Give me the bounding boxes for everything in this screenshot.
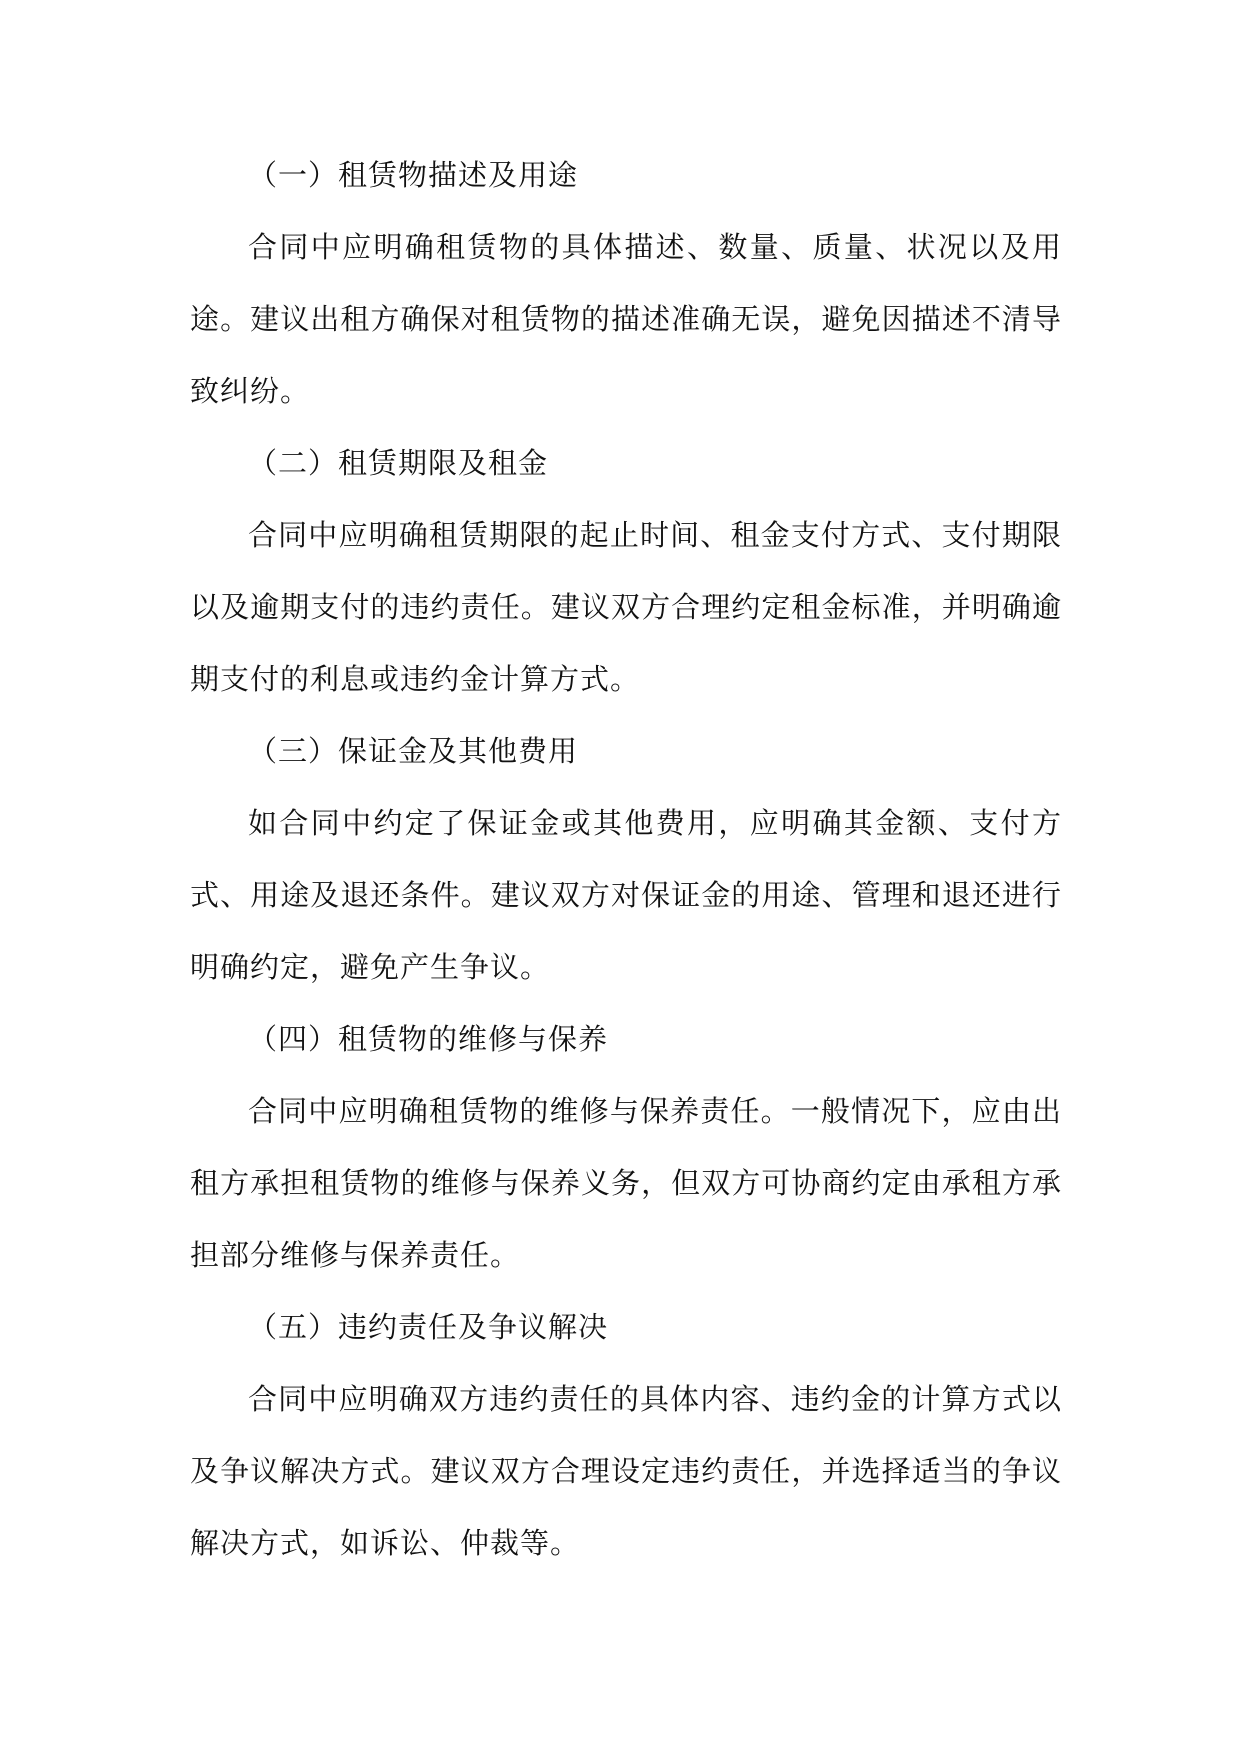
- section-paragraph-4: 合同中应明确租赁物的维修与保养责任。一般情况下，应由出租方承担租赁物的维修与保养义务，但双方可协商约定由承租方承担部分维修与保养责任。: [190, 1094, 1062, 1272]
- section-paragraph-3: 如合同中约定了保证金或其他费用，应明确其金额、支付方式、用途及退还条件。建议双方对保证金的用途、管理和退还进行明确约定，避免产生争议。: [190, 806, 1062, 984]
- section-heading-2: （二）租赁期限及租金: [248, 446, 549, 480]
- section-heading-3: （三）保证金及其他费用: [248, 734, 579, 768]
- section-paragraph-2: 合同中应明确租赁期限的起止时间、租金支付方式、支付期限以及逾期支付的违约责任。建议双方合理约定租金标准，并明确逾期支付的利息或违约金计算方式。: [190, 518, 1062, 696]
- section-heading-5: （五）违约责任及争议解决: [248, 1310, 609, 1344]
- section-paragraph-5: 合同中应明确双方违约责任的具体内容、违约金的计算方式以及争议解决方式。建议双方合理设定违约责任，并选择适当的争议解决方式，如诉讼、仲裁等。: [190, 1382, 1062, 1560]
- section-heading-1: （一）租赁物描述及用途: [248, 158, 579, 192]
- section-paragraph-1: 合同中应明确租赁物的具体描述、数量、质量、状况以及用途。建议出租方确保对租赁物的描述准确无误，避免因描述不清导致纠纷。: [190, 230, 1062, 408]
- document-body: [190, 139, 1062, 1579]
- section-heading-4: （四）租赁物的维修与保养: [248, 1022, 609, 1056]
